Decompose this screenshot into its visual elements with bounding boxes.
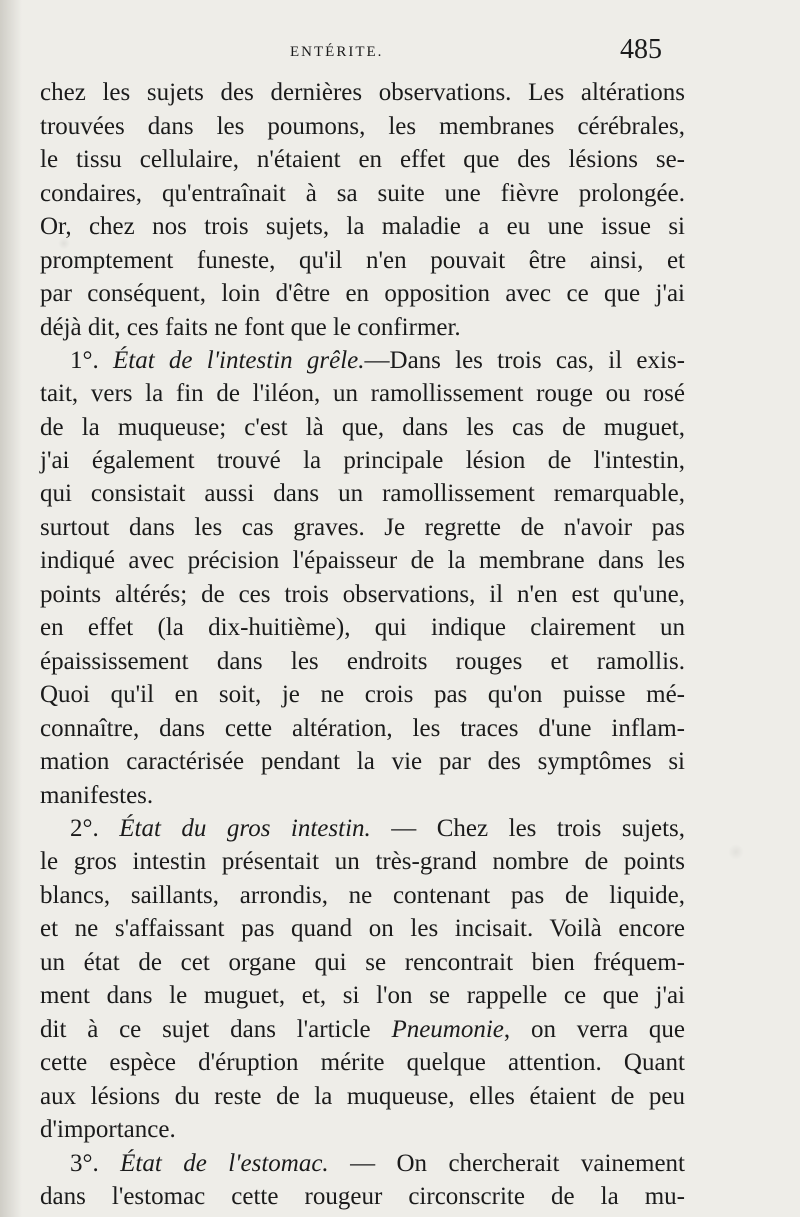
section-text: — On chercherait vainement bbox=[328, 1150, 685, 1177]
text-line: points altérés; de ces trois observations, il n'en est qu'une, bbox=[40, 581, 685, 608]
text-line: aux lésions du reste de la muqueuse, elles étaient de peu bbox=[40, 1083, 685, 1110]
section-heading: État de l'estomac. bbox=[120, 1150, 329, 1177]
text-line: indiqué avec précision l'épaisseur de la membrane dans les bbox=[40, 547, 685, 574]
section-number: 1°. bbox=[70, 347, 99, 374]
text-line: chez les sujets des dernières observations. Les altérations bbox=[40, 79, 685, 106]
text-line: ment dans le muguet, et, si l'on se rappelle ce que j'ai bbox=[40, 982, 685, 1009]
running-header-title: ENTÉRITE. bbox=[290, 44, 384, 60]
article-reference: Pneumonie bbox=[391, 1016, 504, 1043]
text-line bbox=[40, 1013, 685, 1046]
text-line: blancs, saillants, arrondis, ne contenant pas de liquide, bbox=[40, 882, 685, 909]
text-line: dans l'estomac cette rougeur circonscrite de la mu- bbox=[40, 1183, 685, 1210]
text-line: tait, vers la fin de l'iléon, un ramollissement rouge ou rosé bbox=[40, 380, 685, 407]
text-line: en effet (la dix-huitième), qui indique clairement un bbox=[40, 614, 685, 641]
section-heading: État de l'intestin grêle. bbox=[113, 347, 365, 374]
text-segment: , on verra que bbox=[503, 1016, 685, 1043]
text-line: d'importance. bbox=[40, 1116, 176, 1143]
text-line: déjà dit, ces faits ne font que le confirmer. bbox=[40, 314, 461, 341]
text-line: et ne s'affaissant pas quand on les incisait. Voilà encore bbox=[40, 915, 685, 942]
text-line: connaître, dans cette altération, les traces d'une inflam- bbox=[40, 715, 685, 742]
section-heading-line bbox=[70, 344, 685, 377]
text-line: par conséquent, loin d'être en opposition avec ce que j'ai bbox=[40, 280, 685, 307]
text-line: manifestes. bbox=[40, 782, 154, 809]
text-line: le gros intestin présentait un très-grand nombre de points bbox=[40, 848, 685, 875]
section-number: 2°. bbox=[70, 815, 99, 842]
section-heading-line bbox=[70, 1147, 685, 1180]
text-line: cette espèce d'éruption mérite quelque attention. Quant bbox=[40, 1049, 685, 1076]
text-line: un état de cet organe qui se rencontrait bien fréquem- bbox=[40, 949, 685, 976]
page-number: 485 bbox=[620, 34, 662, 65]
section-text: — Chez les trois sujets, bbox=[370, 815, 686, 842]
text-line: condaires, qu'entraînait à sa suite une fièvre prolongée. bbox=[40, 180, 685, 207]
section-number: 3°. bbox=[70, 1150, 99, 1177]
text-line: mation caractérisée pendant la vie par des symptômes si bbox=[40, 748, 685, 775]
text-line: qui consistait aussi dans un ramollissement remarquable, bbox=[40, 480, 685, 507]
text-line: le tissu cellulaire, n'étaient en effet que des lésions se- bbox=[40, 146, 685, 173]
text-line: de la muqueuse; c'est là que, dans les cas de muguet, bbox=[40, 414, 685, 441]
text-line: trouvées dans les poumons, les membranes cérébrales, bbox=[40, 113, 685, 140]
page-gutter-shadow bbox=[0, 0, 22, 1217]
text-line: Quoi qu'il en soit, je ne crois pas qu'on puisse mé- bbox=[40, 681, 685, 708]
text-line: surtout dans les cas graves. Je regrette de n'avoir pas bbox=[40, 514, 685, 541]
text-line: épaississement dans les endroits rouges et ramollis. bbox=[40, 648, 685, 675]
text-line: j'ai également trouvé la principale lésion de l'intestin, bbox=[40, 447, 685, 474]
text-segment: dit à ce sujet dans l'article bbox=[40, 1016, 392, 1043]
section-text: —Dans les trois cas, il exis- bbox=[364, 347, 685, 374]
text-line: promptement funeste, qu'il n'en pouvait être ainsi, et bbox=[40, 247, 685, 274]
section-heading-line bbox=[70, 812, 685, 845]
section-heading: État du gros intestin. bbox=[119, 815, 371, 842]
text-line: Or, chez nos trois sujets, la maladie a eu une issue si bbox=[40, 213, 685, 240]
